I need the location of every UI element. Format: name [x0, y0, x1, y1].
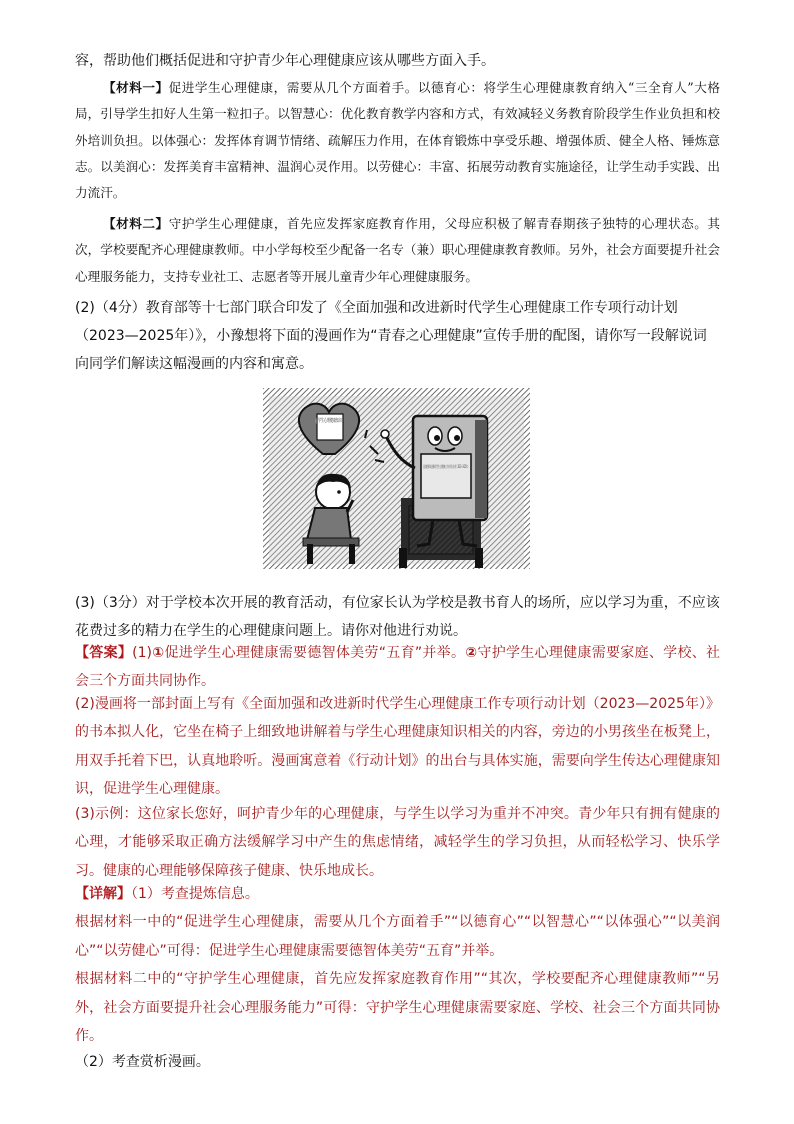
detail-label: 【详解】	[75, 886, 131, 902]
detail-1-heading: （1）考查提炼信息。	[131, 886, 259, 902]
heart-label: 学生心理健康知识	[318, 418, 359, 424]
answer-1-point-2: 守护学生心理健康需要家庭、学校、社会三个方面共同协作。	[75, 645, 721, 690]
intro-line: 容，帮助他们概括促进和守护青少年心理健康应该从哪些方面入手。	[75, 53, 495, 69]
circle-marker-2: ②	[465, 645, 478, 661]
material-2-text: 守护学生心理健康，首先应发挥家庭教育作用，父母应积极了解青春期孩子独特的心理状态。其次，学校要配齐心理健康教师。中小学每校至少配备一名专（兼）职心理健康教育教师。另外，社会方面要提升社会心理服务能力，支持专业社工、志愿者等开展儿童青少年心理健康服务。	[75, 216, 721, 284]
answer-3: (3)示例：这位家长您好，呵护青少年的心理健康，与学生以学习为重并不冲突。青少年只有拥有健康的心理，才能够采取正确方法缓解学习中产生的焦虑情绪，减轻学生的学习负担，从而轻松学习、快乐学习。健康的心理能够保障孩子健康、快乐地成长。	[75, 806, 720, 879]
detail-1-para-2: 根据材料二中的“守护学生心理健康，首先应发挥家庭教育作用”“其次，学校要配齐心理健康教师”“另外，社会方面要提升社会心理服务能力”可得：守护学生心理健康需要家庭、学校、社会三个方面共同协作。	[75, 971, 720, 1045]
material-2-label: 【材料二】	[103, 216, 169, 231]
answer-1	[75, 639, 720, 696]
material-1-text: 促进学生心理健康，需要从几个方面着手。以德育心：将学生心理健康教育纳入“三全育人”大格局，引导学生扣好人生第一粒扣子。以智慧心：优化教育教学内容和方式，有效减轻义务教育阶段学生作业负担和校外培训负担。以体强心：发挥体育调节情绪、疏解压力作用，在体育锻炼中享受乐趣、增强体质、健全人格、锤炼意志。以美润心：发挥美育丰富精神、温润心灵作用。以劳健心：丰富、拓展劳动教育实施途径，让学生动手实践、出力流汗。	[75, 80, 720, 201]
comic-illustration	[263, 388, 530, 569]
question-3: (3)（3分）对于学校本次开展的教育活动，有位家长认为学校是教书育人的场所，应以学习为重，不应该花费过多的精力在学生的心理健康问题上。请你对他进行劝说。	[75, 595, 720, 639]
material-1-label: 【材料一】	[103, 80, 169, 95]
answer-2: (2)漫画将一部封面上写有《全面加强和改进新时代学生心理健康工作专项行动计划（2023—2025年）》的书本拟人化，它坐在椅子上细致地讲解着与学生心理健康知识相关的内容，旁边的小男孩坐在板凳上，用双手托着下巴，认真地聆听。漫画寓意着《行动计划》的出台与具体实施，需要向学生传达心理健康知识，促进学生心理健康。	[75, 696, 720, 798]
detail-1-para-1: 根据材料一中的“促进学生心理健康，需要从几个方面着手”“以德育心”“以智慧心”“以体强心”“以美润心”“以劳健心”可得：促进学生心理健康需要德智体美劳“五育”并举。	[75, 914, 720, 959]
book-cover-text	[423, 463, 469, 469]
material-2	[75, 211, 720, 290]
answer-1-prefix: (1)	[132, 645, 152, 661]
circle-marker-1: ①	[152, 645, 165, 661]
answer-label: 【答案】	[75, 645, 133, 661]
detail-2-head: （2）考查赏析漫画。	[75, 1054, 210, 1070]
detail-1-head	[75, 880, 720, 909]
answer-1-point-1: 促进学生心理健康需要德智体美劳“五育”并举。	[164, 645, 466, 661]
material-1	[75, 75, 720, 206]
question-2: (2)（4分）教育部等十七部门联合印发了《全面加强和改进新时代学生心理健康工作专项行动计划（2023—2025年）》，小豫想将下面的漫画作为“青春之心理健康”宣传手册的配图，请你写一段解说词向同学们解读这幅漫画的内容和寓意。	[75, 300, 707, 372]
